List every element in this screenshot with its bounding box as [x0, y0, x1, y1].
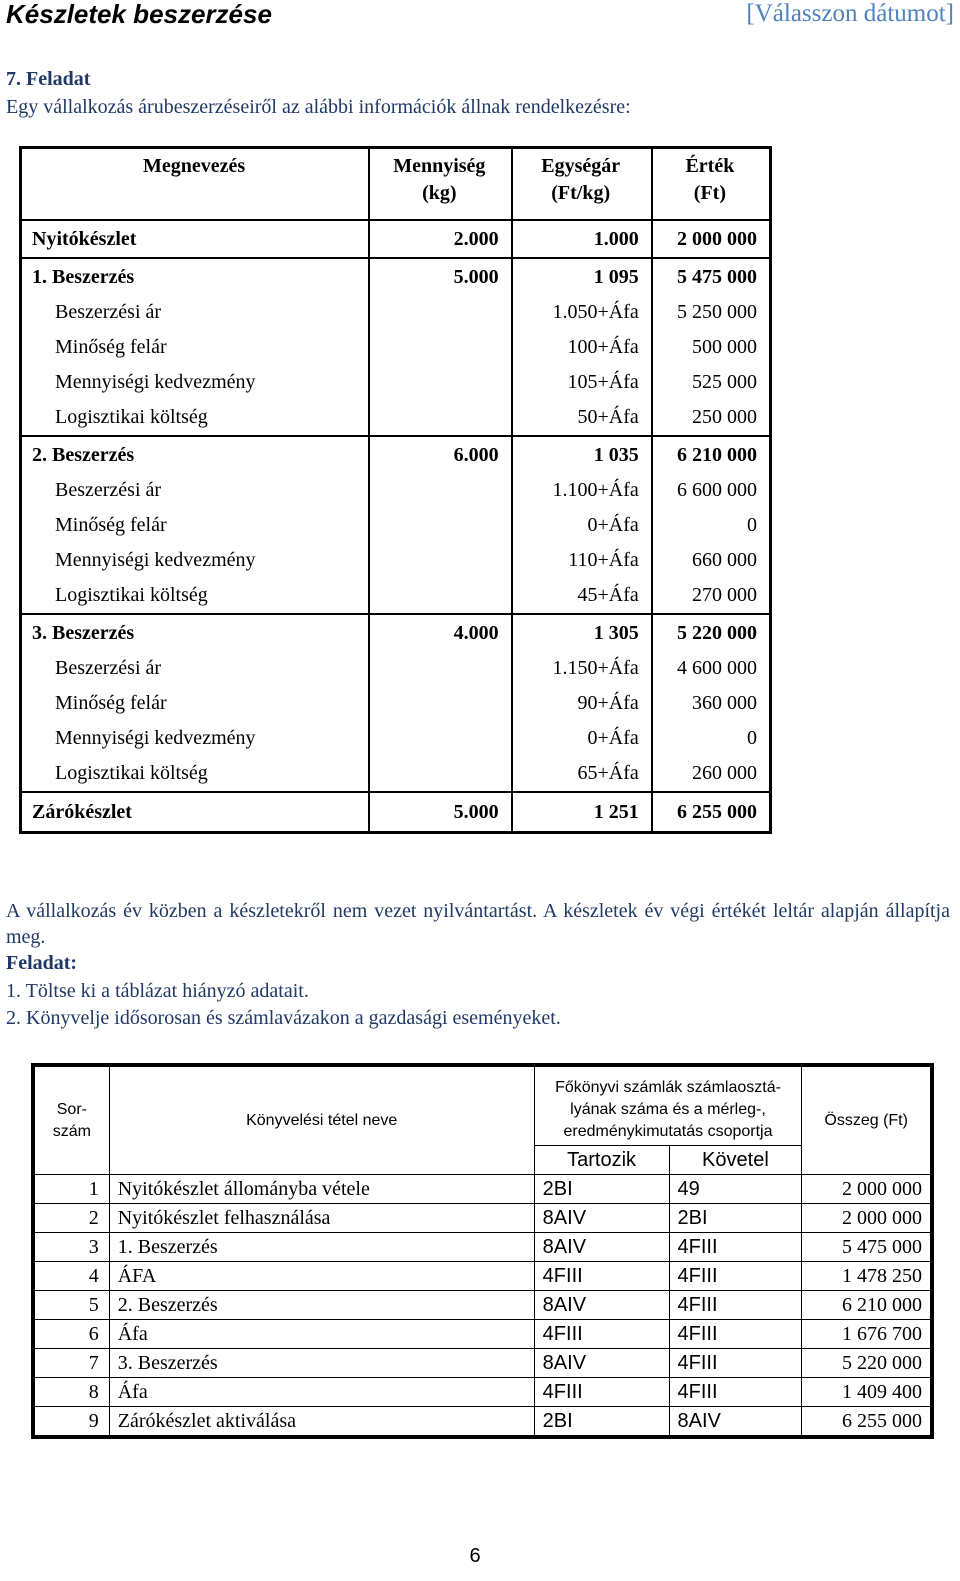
- page-number: 6: [469, 1545, 481, 1567]
- col-header-unit-price: Egységár (Ft/kg): [512, 148, 652, 221]
- row-unit: 50+Áfa: [512, 400, 652, 436]
- row-name: Mennyiségi kedvezmény: [21, 721, 370, 756]
- ledger-row-no: 5: [33, 1291, 109, 1320]
- row-value: 4 600 000: [652, 651, 771, 686]
- task-title: 7. Feladat: [6, 68, 91, 90]
- ledger-row-no: 2: [33, 1204, 109, 1233]
- table-row-item: [21, 686, 771, 721]
- ledger-row-amount: 5 220 000: [802, 1349, 932, 1378]
- row-value: 5 250 000: [652, 295, 771, 330]
- ledger-row-amount: 2 000 000: [802, 1175, 932, 1204]
- row-value: 5 475 000: [652, 258, 771, 295]
- ledger-row: [33, 1204, 932, 1233]
- row-value: 6 210 000: [652, 436, 771, 473]
- document-title: Készletek beszerzése: [6, 0, 272, 29]
- row-unit: 0+Áfa: [512, 721, 652, 756]
- row-unit: 65+Áfa: [512, 756, 652, 792]
- col-header-accounts: Főkönyvi számlák számlaosztá- lyának száma és a mérleg-, eredménykimutatás csoportja: [534, 1065, 802, 1146]
- ledger-row-no: 4: [33, 1262, 109, 1291]
- table-row-opening: [21, 220, 771, 258]
- row-qty: 5.000: [369, 792, 511, 833]
- row-value: 250 000: [652, 400, 771, 436]
- ledger-row-no: 3: [33, 1233, 109, 1262]
- row-name: Logisztikai költség: [21, 400, 370, 436]
- col-header-debit: Tartozik: [534, 1146, 669, 1175]
- row-name: 1. Beszerzés: [21, 258, 370, 295]
- ledger-row: [33, 1407, 932, 1438]
- task-step-1: 1. Töltse ki a táblázat hiányzó adatait.: [6, 980, 309, 1002]
- task-step-2: 2. Könyvelje idősorosan és számlavázakon a gazdasági eseményeket.: [6, 1007, 561, 1029]
- col-header-name: Megnevezés: [21, 148, 370, 221]
- ledger-row-name: Nyitókészlet állományba vétele: [109, 1175, 534, 1204]
- ledger-row-credit: 4FIII: [669, 1262, 802, 1291]
- row-name: 2. Beszerzés: [21, 436, 370, 473]
- ledger-row-credit: 2BI: [669, 1204, 802, 1233]
- col-header-value: Érték (Ft): [652, 148, 771, 221]
- table-row-item: [21, 651, 771, 686]
- row-name: Beszerzési ár: [21, 473, 370, 508]
- ledger-row-name: Áfa: [109, 1378, 534, 1407]
- ledger-row-credit: 49: [669, 1175, 802, 1204]
- table-row-item: [21, 330, 771, 365]
- col-header-entry-name: Könyvelési tétel neve: [109, 1065, 534, 1175]
- row-name: Zárókészlet: [21, 792, 370, 833]
- ledger-row-no: 8: [33, 1378, 109, 1407]
- ledger-row-credit: 4FIII: [669, 1349, 802, 1378]
- table-row-purchase: [21, 436, 771, 473]
- row-name: Mennyiségi kedvezmény: [21, 365, 370, 400]
- row-value: 6 255 000: [652, 792, 771, 833]
- ledger-row-amount: 1 676 700: [802, 1320, 932, 1349]
- ledger-row: [33, 1233, 932, 1262]
- ledger-row-no: 9: [33, 1407, 109, 1438]
- row-name: Minőség felár: [21, 686, 370, 721]
- col-header-qty: Mennyiség (kg): [369, 148, 511, 221]
- row-unit: 1 251: [512, 792, 652, 833]
- ledger-row-debit: 4FIII: [534, 1262, 669, 1291]
- row-unit: 1.100+Áfa: [512, 473, 652, 508]
- ledger-row: [33, 1262, 932, 1291]
- table-row-item: [21, 721, 771, 756]
- row-name: 3. Beszerzés: [21, 614, 370, 651]
- ledger-header-row: [33, 1065, 932, 1146]
- ledger-row-no: 7: [33, 1349, 109, 1378]
- page-header: [6, 0, 954, 36]
- ledger-row: [33, 1291, 932, 1320]
- row-name: Beszerzési ár: [21, 295, 370, 330]
- ledger-row-name: 2. Beszerzés: [109, 1291, 534, 1320]
- col-header-credit: Követel: [669, 1146, 802, 1175]
- ledger-row-name: 3. Beszerzés: [109, 1349, 534, 1378]
- ledger-row-debit: 2BI: [534, 1407, 669, 1438]
- task-intro: Egy vállalkozás árubeszerzéseiről az alábbi információk állnak rendelkezésre:: [6, 96, 631, 118]
- row-name: Minőség felár: [21, 508, 370, 543]
- ledger-table: [31, 1063, 934, 1439]
- ledger-row-debit: 2BI: [534, 1175, 669, 1204]
- row-name: Logisztikai költség: [21, 756, 370, 792]
- ledger-row-credit: 4FIII: [669, 1233, 802, 1262]
- row-qty: 2.000: [369, 220, 511, 258]
- row-value: 360 000: [652, 686, 771, 721]
- ledger-row-debit: 4FIII: [534, 1378, 669, 1407]
- row-value: 5 220 000: [652, 614, 771, 651]
- ledger-row-debit: 8AIV: [534, 1349, 669, 1378]
- table-row-item: [21, 508, 771, 543]
- row-unit: 1.000: [512, 220, 652, 258]
- ledger-row-name: ÁFA: [109, 1262, 534, 1291]
- row-unit: 90+Áfa: [512, 686, 652, 721]
- table-row-closing: [21, 792, 771, 833]
- row-value: 270 000: [652, 578, 771, 614]
- ledger-row-name: Nyitókészlet felhasználása: [109, 1204, 534, 1233]
- ledger-row: [33, 1349, 932, 1378]
- row-unit: 1 095: [512, 258, 652, 295]
- ledger-row-debit: 8AIV: [534, 1204, 669, 1233]
- row-value: 525 000: [652, 365, 771, 400]
- row-value: 660 000: [652, 543, 771, 578]
- row-name: Minőség felár: [21, 330, 370, 365]
- ledger-row-amount: 2 000 000: [802, 1204, 932, 1233]
- ledger-row: [33, 1175, 932, 1204]
- ledger-row-amount: 1 478 250: [802, 1262, 932, 1291]
- row-name: Mennyiségi kedvezmény: [21, 543, 370, 578]
- row-unit: 1 305: [512, 614, 652, 651]
- row-unit: 1.050+Áfa: [512, 295, 652, 330]
- ledger-row-name: Zárókészlet aktiválása: [109, 1407, 534, 1438]
- row-value: 500 000: [652, 330, 771, 365]
- row-unit: 1 035: [512, 436, 652, 473]
- ledger-row-debit: 4FIII: [534, 1320, 669, 1349]
- row-unit: 105+Áfa: [512, 365, 652, 400]
- ledger-row-name: 1. Beszerzés: [109, 1233, 534, 1262]
- table-row-item: [21, 365, 771, 400]
- purchase-table-header: [21, 148, 771, 221]
- ledger-row-name: Áfa: [109, 1320, 534, 1349]
- row-value: 2 000 000: [652, 220, 771, 258]
- col-header-amount: Összeg (Ft): [802, 1065, 932, 1175]
- table-row-item: [21, 473, 771, 508]
- task-label: Feladat:: [6, 952, 78, 974]
- table-row-item: [21, 400, 771, 436]
- ledger-row-no: 6: [33, 1320, 109, 1349]
- row-unit: 1.150+Áfa: [512, 651, 652, 686]
- table-row-item: [21, 578, 771, 614]
- table-row-item: [21, 295, 771, 330]
- row-qty: 5.000: [369, 258, 511, 295]
- table-row-purchase: [21, 614, 771, 651]
- ledger-row-amount: 5 475 000: [802, 1233, 932, 1262]
- ledger-row: [33, 1320, 932, 1349]
- ledger-row-credit: 8AIV: [669, 1407, 802, 1438]
- ledger-row-credit: 4FIII: [669, 1320, 802, 1349]
- ledger-row-amount: 1 409 400: [802, 1378, 932, 1407]
- row-value: 6 600 000: [652, 473, 771, 508]
- table-row-item: [21, 756, 771, 792]
- purchase-table: [19, 146, 772, 834]
- ledger-row-amount: 6 210 000: [802, 1291, 932, 1320]
- row-value: 260 000: [652, 756, 771, 792]
- row-name: Beszerzési ár: [21, 651, 370, 686]
- row-value: 0: [652, 508, 771, 543]
- table-row-item: [21, 543, 771, 578]
- row-unit: 45+Áfa: [512, 578, 652, 614]
- row-qty: 4.000: [369, 614, 511, 651]
- row-qty: 6.000: [369, 436, 511, 473]
- row-name: Logisztikai költség: [21, 578, 370, 614]
- ledger-row-credit: 4FIII: [669, 1378, 802, 1407]
- ledger-row-no: 1: [33, 1175, 109, 1204]
- row-unit: 100+Áfa: [512, 330, 652, 365]
- row-unit: 110+Áfa: [512, 543, 652, 578]
- col-header-no: Sor- szám: [33, 1065, 109, 1175]
- ledger-row-amount: 6 255 000: [802, 1407, 932, 1438]
- ledger-row-debit: 8AIV: [534, 1233, 669, 1262]
- date-picker-field[interactable]: [Válasszon dátumot]: [746, 0, 954, 27]
- ledger-row: [33, 1378, 932, 1407]
- table-row-purchase: [21, 258, 771, 295]
- row-unit: 0+Áfa: [512, 508, 652, 543]
- ledger-row-debit: 8AIV: [534, 1291, 669, 1320]
- row-value: 0: [652, 721, 771, 756]
- ledger-row-credit: 4FIII: [669, 1291, 802, 1320]
- description-paragraph: A vállalkozás év közben a készletekről nem vezet nyilvántartást. A készletek év végi értékét leltár alapján állapítja meg.: [6, 900, 950, 948]
- row-name: Nyitókészlet: [21, 220, 370, 258]
